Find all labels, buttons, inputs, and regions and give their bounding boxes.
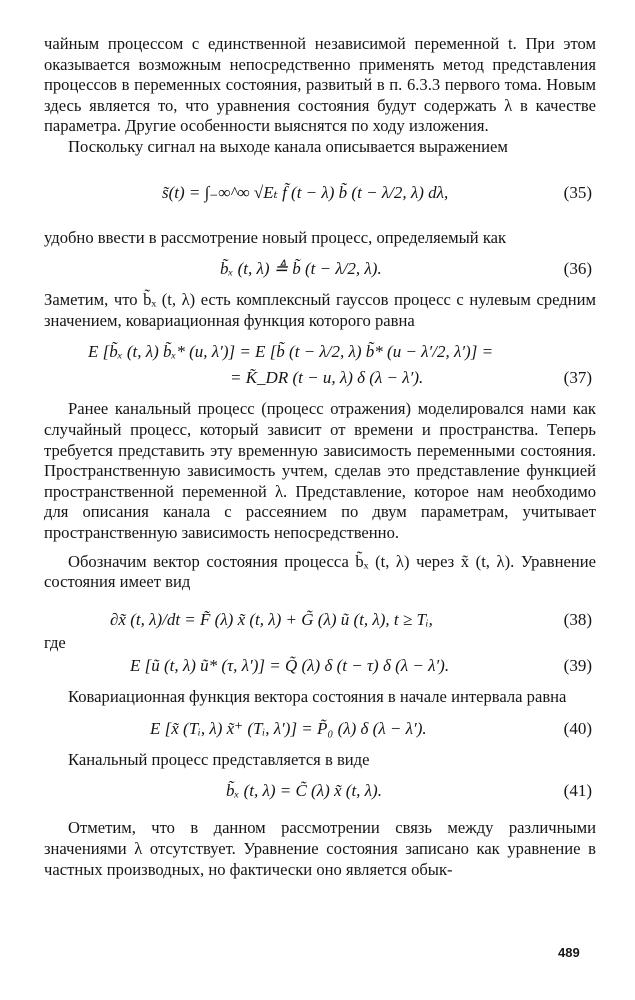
equation-36-expr: b̃ₓ (t, λ) ≜ b̃ (t − λ/2, λ).: [220, 259, 382, 279]
equation-38: [44, 607, 596, 633]
paragraph-6: Обозначим вектор состояния процесса b̃ₓ (t, λ) через x̃ (t, λ). Уравнение состояния имеет вид: [44, 551, 596, 592]
paragraph-7: где: [44, 632, 66, 652]
page-number: 489: [558, 945, 580, 960]
equation-39-expr: E [ũ (t, λ) ũ* (τ, λ′)] = Q̃ (λ) δ (t − τ) δ (λ − λ′).: [130, 656, 450, 676]
equation-38-number: (38): [563, 609, 592, 629]
paragraph-10: Отметим, что в данном рассмотрении связь между различными значениями λ отсутствует. Уравнение состояния записано как уравнение в частных производных, но фактически оно является обык-: [44, 818, 596, 879]
equation-35: [44, 158, 596, 228]
paragraph-1: чайным процессом с единственной независимой переменной t. При этом оказывается возможным непосредственно применять метод представления процессов в переменных состояния, развитый в п. 6.3.3 первого тома. Новым здесь является то, что уравнения состояния будут содержать λ в качестве параметра. Другие особенности выяснятся по ходу изложения.: [44, 34, 596, 136]
paragraph-9: Канальный процесс представляется в виде: [68, 749, 370, 769]
equation-41-number: (41): [563, 781, 592, 801]
equation-37-number: (37): [563, 368, 592, 388]
paragraph-8: Ковариационная функция вектора состояния в начале интервала равна: [68, 687, 567, 707]
equation-40-expr: E [x̃ (Tᵢ, λ) x̃⁺ (Tᵢ, λ′)] = P̃₀ (λ) δ (λ − λ′).: [150, 718, 427, 738]
equation-36-number: (36): [563, 259, 592, 279]
paragraph-4: Заметим, что b̃ₓ (t, λ) есть комплексный гауссов процесс с нулевым средним значением, ковариационная функция которого равна: [44, 290, 596, 330]
equation-37: [44, 339, 596, 391]
equation-39: [44, 653, 596, 679]
equation-37-line-2: = K̃_DR (t − u, λ) δ (λ − λ′).: [230, 368, 424, 388]
equation-38-expr: ∂x̃ (t, λ)/dt = F̃ (λ) x̃ (t, λ) + G̃ (λ) ũ (t, λ), t ≥ Tᵢ,: [110, 609, 433, 629]
equation-40-number: (40): [563, 718, 592, 738]
equation-40: [44, 716, 596, 742]
equation-39-number: (39): [563, 656, 592, 676]
equation-41-expr: b̃ₓ (t, λ) = C̃ (λ) x̃ (t, λ).: [226, 781, 382, 801]
paragraph-3: удобно ввести в рассмотрение новый процесс, определяемый как: [44, 227, 507, 247]
paragraph-5: Ранее канальный процесс (процесс отражения) моделировался нами как случайный процесс, который зависит от времени и пространства. Теперь требуется представить эту временную зависимость переменными состояния. Пространственную зависимость учтем, сделав это представление функцией пространственной переменной λ. Представление, которое нам необходимо для описания канала с рассеянием по двум параметрам, учитывает пространственную зависимость непосредственно.: [44, 399, 596, 542]
equation-36: [44, 256, 596, 282]
equation-41: [44, 778, 596, 804]
page-body: [44, 34, 596, 880]
equation-35-number: (35): [563, 182, 592, 202]
paragraph-2: Поскольку сигнал на выходе канала описывается выражением: [68, 136, 508, 156]
equation-37-line-1: E [b̃ₓ (t, λ) b̃ₓ* (u, λ′)] = E [b̃ (t − λ/2, λ) b̃* (u − λ′/2, λ′)] =: [88, 342, 494, 362]
equation-35-expr: s̃(t) = ∫₋∞^∞ √Eₜ f̃ (t − λ) b̃ (t − λ/2, λ) dλ,: [162, 182, 449, 202]
